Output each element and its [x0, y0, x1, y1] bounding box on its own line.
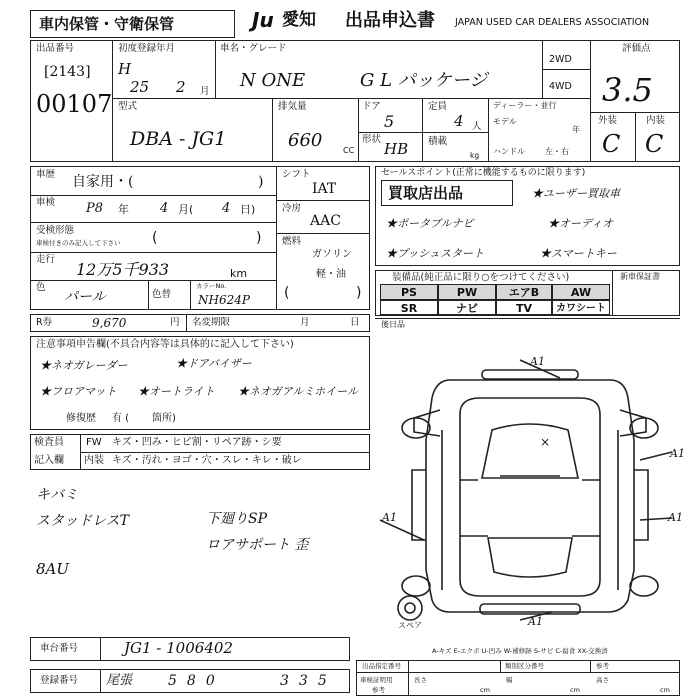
- repair-place: 箇所): [152, 413, 176, 424]
- score-label: 評価点: [622, 43, 651, 54]
- inspector-row2: キズ・汚れ・ヨゴ・穴・スレ・キレ・破レ: [112, 455, 302, 466]
- fuel-open: (: [284, 285, 290, 301]
- model-label: 型式: [118, 101, 138, 112]
- footer-h2: 類別区分番号: [505, 662, 544, 670]
- sales-point-label: セールスポイント(正常に機能するものに限ります): [381, 168, 586, 178]
- note-item-2: ★フロアマット: [40, 385, 117, 398]
- equip-navi: ナビ: [438, 300, 496, 315]
- load-unit: kg: [470, 151, 480, 160]
- repair-value: 有 (: [112, 413, 130, 424]
- storage-stamp-text: 車内保管・守衛保管: [39, 15, 175, 33]
- note-item-4: ★ネオガアルミホイール: [238, 385, 359, 398]
- history-label: 車歴: [36, 169, 56, 180]
- color-value: パール: [64, 289, 106, 305]
- inspector-label-2: 記入欄: [34, 455, 64, 466]
- footer-col3: 高さ: [596, 676, 609, 684]
- fuel-gasoline: ガソリン: [312, 249, 352, 260]
- recycle-unit: 円: [170, 317, 180, 328]
- handle-label: ハンドル: [493, 147, 525, 156]
- dealer-model-label: モデル: [493, 117, 517, 126]
- footer-col2: 幅: [506, 676, 513, 684]
- handwritten-note-1: キバミ: [36, 487, 78, 503]
- fuel-light-oil: 軽・油: [316, 269, 346, 280]
- note-item-3: ★オートライト: [138, 385, 215, 398]
- lot-label: 出品番号: [36, 43, 75, 54]
- footer-h1: 出品指定番号: [362, 662, 401, 670]
- footer-h3: 参考: [596, 662, 609, 670]
- first-reg-year: 25: [130, 78, 150, 96]
- shape-label: 形状: [362, 134, 382, 145]
- exterior-label: 外装: [598, 115, 618, 126]
- fuel-close: ): [356, 285, 362, 301]
- displacement-unit: CC: [343, 146, 355, 155]
- logo-aichi: 愛知: [282, 10, 316, 30]
- equip-airbag: エアB: [496, 284, 552, 300]
- handwritten-note-3: 下廻りSP: [206, 511, 268, 527]
- equipment-label: 装備品(純正品に限り○をつけてください): [392, 272, 570, 283]
- fuel-label: 燃料: [282, 236, 302, 247]
- color-code: NH624P: [198, 293, 250, 307]
- new-car-warranty-label: 新車保証書: [620, 272, 660, 281]
- name-change-month: 月: [300, 317, 310, 328]
- drive-4wd: 4WD: [549, 81, 572, 92]
- footer-row-label: 車検証明用: [360, 676, 393, 684]
- damage-mark-top: A1: [530, 355, 545, 368]
- capacity-label: 定員: [428, 101, 448, 112]
- note-item-1: ★ドアバイザー: [176, 357, 252, 370]
- damage-mark-left: A1: [382, 511, 397, 524]
- plate-class: 580: [168, 673, 225, 689]
- sales-item-0: ★ユーザー買取車: [532, 187, 620, 200]
- model-value: DBA - JG1: [130, 128, 227, 150]
- repair-label: 修復歴: [66, 413, 96, 424]
- handwritten-note-2: スタッドレスT: [36, 513, 129, 529]
- lot-code: [2143]: [44, 64, 91, 80]
- equip-aw: AW: [552, 284, 610, 300]
- ju-logo: Ju: [252, 8, 274, 32]
- receive-open: (: [152, 230, 158, 246]
- capacity-unit: 人: [472, 121, 482, 132]
- inspector-label-1: 検査員: [34, 437, 64, 448]
- note-item-0: ★ネオガレーダー: [40, 359, 128, 372]
- name-change-day: 日: [350, 317, 360, 328]
- shift-label: シフト: [282, 169, 311, 180]
- footer-unit-1: cm: [480, 686, 490, 694]
- footer-col1: 長さ: [414, 676, 427, 684]
- handwritten-note-4: ロアサポート 歪: [206, 537, 309, 553]
- exterior-score: C: [602, 130, 621, 158]
- plate-label: 登録番号: [40, 675, 79, 686]
- handwritten-note-5: 8AU: [36, 560, 70, 578]
- shaken-day-unit: 日): [240, 203, 256, 216]
- color-label: 色: [36, 282, 46, 293]
- footer-sub: 参考: [372, 686, 385, 694]
- plate-region: 尾張: [106, 673, 133, 688]
- association-name: JAPAN USED CAR DEALERS ASSOCIATION: [455, 17, 650, 28]
- first-reg-month-unit: 月: [200, 86, 210, 97]
- plate-number: 335: [280, 673, 337, 689]
- damage-mark-roof: ×: [540, 435, 551, 449]
- dealer-year-label: 年: [572, 125, 580, 134]
- ac-value: AAC: [310, 213, 341, 229]
- sales-item-4: ★スマートキー: [540, 247, 617, 260]
- footer-unit-2: cm: [570, 686, 580, 694]
- receive-close: ): [256, 230, 262, 246]
- displacement-value: 660: [288, 130, 323, 151]
- notes-label: 注意事項申告欄(不具合内容等は具体的に記入して下さい): [36, 339, 294, 350]
- after-fit-label: 後日品: [381, 320, 405, 329]
- buy-shop-text: 買取店出品: [388, 184, 464, 202]
- capacity-value: 4: [454, 112, 464, 130]
- sales-item-3: ★プッシュスタート: [386, 247, 485, 260]
- interior-score: C: [645, 130, 664, 158]
- lot-number: 00107: [36, 90, 113, 118]
- inspector-row1-head: FW: [86, 437, 102, 448]
- shaken-month: 4: [160, 201, 169, 216]
- mileage-value: 12万5千933: [76, 260, 170, 279]
- doors-label: ドア: [362, 101, 381, 112]
- history-close: ): [258, 174, 264, 190]
- receive-label: 受検形態: [36, 225, 75, 236]
- interior-label: 内装: [646, 115, 666, 126]
- recycle-value: 9,670: [92, 316, 127, 330]
- ac-label: 冷房: [282, 203, 302, 214]
- receive-note: 車検付きのみ記入して下さい: [36, 239, 121, 247]
- first-reg-era: H: [118, 60, 132, 78]
- doors-value: 5: [384, 112, 395, 131]
- color-changed-label: 色替: [152, 289, 172, 300]
- color-code-label: カラーNo.: [196, 282, 227, 290]
- dealer-label: ディーラー・並行: [493, 101, 557, 110]
- damage-mark-right-upper: A1: [670, 447, 685, 460]
- chassis-number: JG1 - 1006402: [124, 639, 233, 657]
- sales-item-1: ★ポータブルナビ: [386, 217, 474, 230]
- equip-sr: SR: [380, 300, 438, 315]
- inspector-row1: キズ・凹み・ヒビ割・リペア跡・シ要: [112, 437, 282, 448]
- shaken-year-unit: 年: [118, 203, 129, 216]
- car-name: N ONE: [240, 70, 306, 91]
- sales-item-2: ★オーディオ: [548, 217, 614, 230]
- mileage-unit: km: [230, 267, 248, 280]
- displacement-label: 排気量: [278, 101, 307, 112]
- spare-label: スペア: [398, 621, 422, 630]
- car-name-label: 車名・グレード: [220, 43, 287, 54]
- damage-mark-right-lower: A1: [668, 511, 683, 524]
- load-label: 積載: [428, 136, 448, 147]
- footer-unit-3: cm: [660, 686, 670, 694]
- name-change-label: 名変期限: [192, 317, 231, 328]
- equip-tv: TV: [496, 300, 552, 315]
- form-title: 出品申込書: [345, 10, 435, 31]
- history-value: 自家用・(: [72, 174, 134, 190]
- equip-ps: PS: [380, 284, 438, 300]
- inspector-row2-head: 内装: [84, 455, 104, 466]
- first-reg-month: 2: [176, 78, 186, 96]
- chassis-label: 車台番号: [40, 643, 79, 654]
- equip-pw: PW: [438, 284, 496, 300]
- handle-options: 左・右: [545, 147, 569, 156]
- damage-mark-bottom: A1: [528, 615, 543, 628]
- shaken-label: 車検: [36, 197, 56, 208]
- shaken-month-unit: 月(: [178, 203, 194, 216]
- shaken-era: P8: [86, 201, 104, 216]
- recycle-label: R券: [36, 317, 53, 328]
- score-value: 3.5: [602, 71, 653, 109]
- shape-value: HB: [384, 140, 409, 158]
- mileage-label: 走行: [36, 254, 56, 265]
- drive-2wd: 2WD: [549, 54, 572, 65]
- shift-value: IAT: [312, 181, 337, 197]
- equip-leather-seat: カワシート: [552, 300, 610, 315]
- car-grade: G L パッケージ: [360, 70, 488, 91]
- first-reg-label: 初度登録年月: [118, 43, 176, 54]
- damage-legend: A-キズ E-エクボ U-凹み W-補修跡 S-サビ C-腐食 XX-交換済: [432, 647, 608, 655]
- shaken-day: 4: [222, 201, 231, 216]
